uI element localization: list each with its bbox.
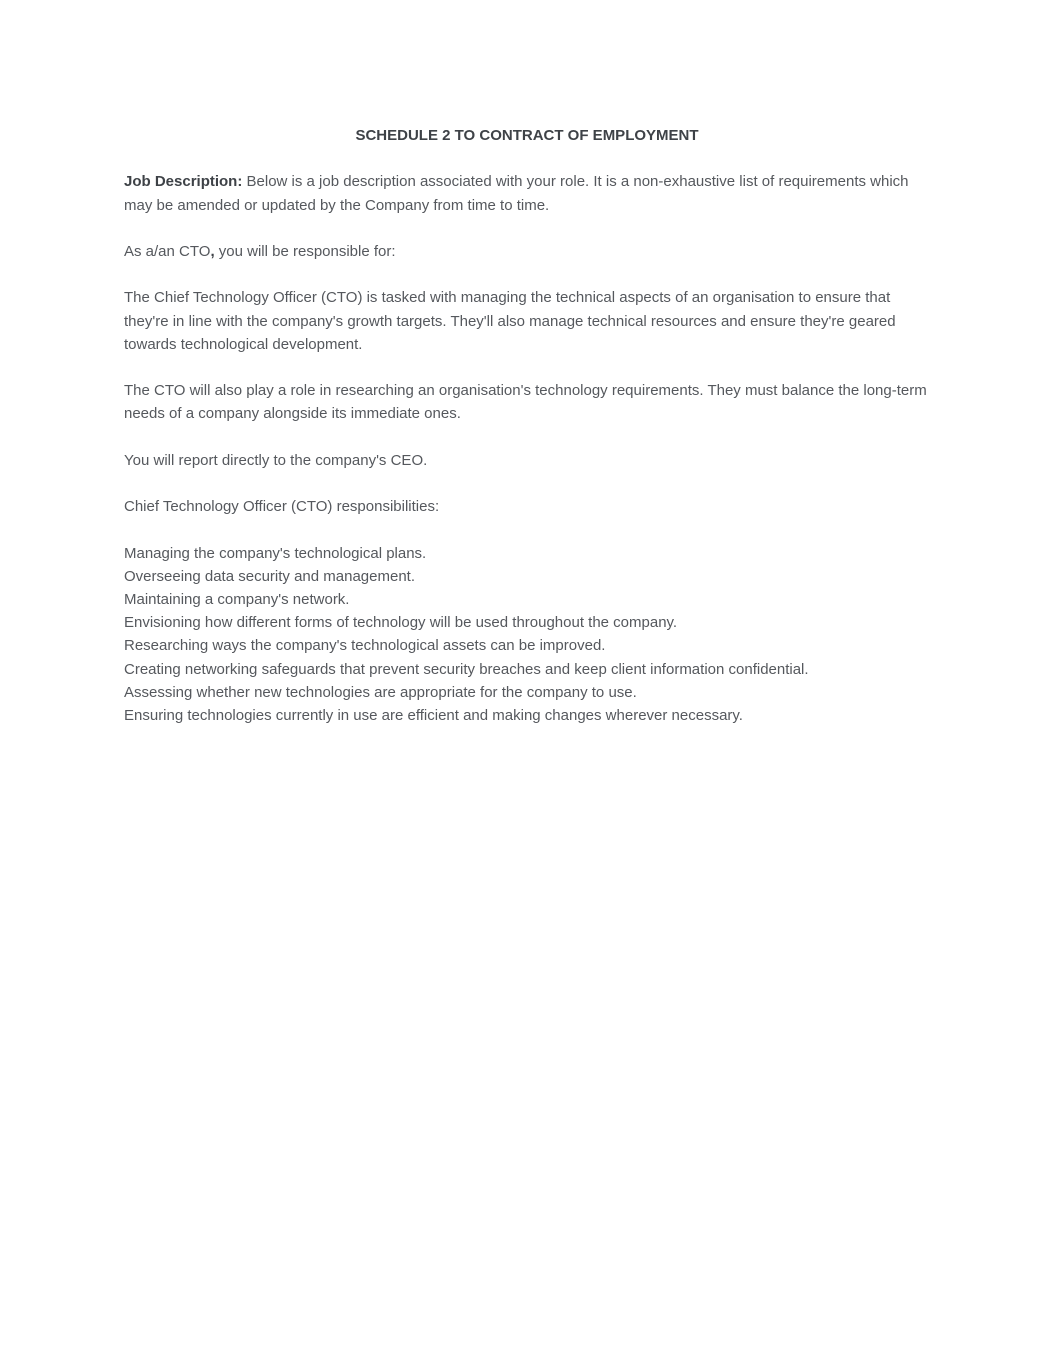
paragraph-job-description [124, 170, 930, 216]
list-item: Overseeing data security and management. [124, 567, 415, 585]
paragraph-role-intro [124, 240, 930, 263]
list-item: Assessing whether new technologies are appropriate for the company to use. [124, 683, 637, 701]
list-item: Managing the company's technological plans. [124, 544, 427, 562]
role-intro-suffix: you will be responsible for: [214, 242, 396, 260]
job-description-text: Below is a job description associated with your role. It is a non-exhaustive list of requirements which may be amended or updated by the Company from time to time. [124, 173, 909, 214]
role-intro-bold-comma: , [210, 242, 215, 260]
list-item: Maintaining a company's network. [124, 590, 350, 608]
responsibilities-heading: Chief Technology Officer (CTO) responsibilities: [124, 498, 440, 516]
role-intro-prefix: As a/an CTO [124, 242, 211, 260]
paragraph-cto-overview: The Chief Technology Officer (CTO) is tasked with managing the technical aspects of an organisation to ensure that they're in line with the company's growth targets. They'll also manage technical resources and ensure they're geared towards technological development. [124, 289, 896, 353]
list-item: Ensuring technologies currently in use are efficient and making changes wherever necessary. [124, 706, 743, 724]
list-item: Creating networking safeguards that prevent security breaches and keep client information confidential. [124, 660, 809, 678]
document-title: SCHEDULE 2 TO CONTRACT OF EMPLOYMENT [355, 127, 699, 144]
list-item: Envisioning how different forms of technology will be used throughout the company. [124, 614, 678, 632]
paragraph-reporting-line: You will report directly to the company's CEO. [124, 451, 428, 469]
list-item: Researching ways the company's technological assets can be improved. [124, 637, 606, 655]
job-description-label: Job Description: [124, 173, 243, 191]
paragraph-cto-research: The CTO will also play a role in researching an organisation's technology requirements. They must balance the long-term needs of a company alongside its immediate ones. [124, 382, 927, 423]
responsibilities-list [124, 542, 930, 728]
